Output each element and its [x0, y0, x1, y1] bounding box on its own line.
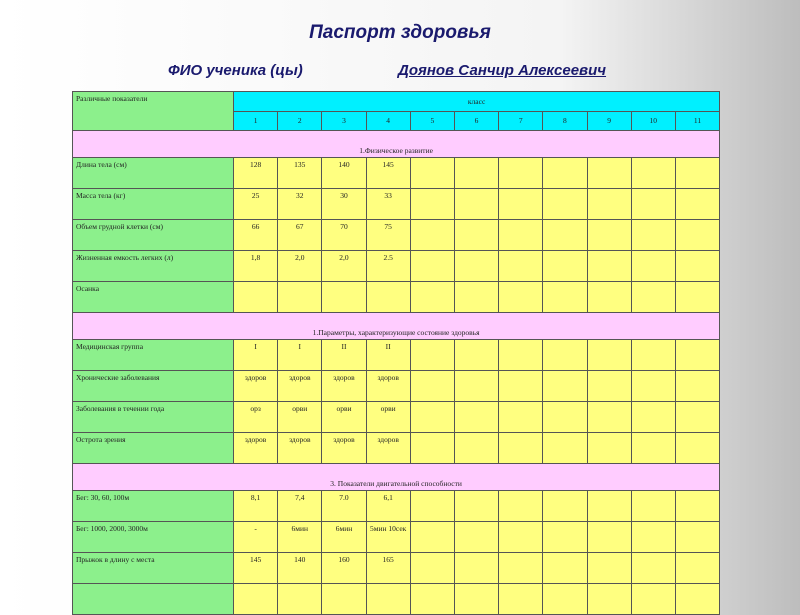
- value-cell: [675, 340, 719, 371]
- value-cell: [543, 371, 587, 402]
- value-cell: [631, 522, 675, 553]
- section-row: [73, 131, 720, 158]
- table-row: [73, 553, 720, 584]
- value-cell: здоров: [322, 433, 366, 464]
- value-cell: 128: [234, 158, 278, 189]
- value-cell: [587, 251, 631, 282]
- value-cell: [322, 282, 366, 313]
- value-cell: [454, 340, 498, 371]
- value-cell: [631, 220, 675, 251]
- value-cell: [543, 189, 587, 220]
- value-cell: 6мин: [322, 522, 366, 553]
- value-cell: здоров: [322, 371, 366, 402]
- value-cell: [675, 433, 719, 464]
- value-cell: [631, 371, 675, 402]
- value-cell: [675, 158, 719, 189]
- student-name: Доянов Санчир Алексеевич: [398, 62, 607, 79]
- value-cell: 8,1: [234, 491, 278, 522]
- value-cell: [366, 584, 410, 615]
- value-cell: [587, 402, 631, 433]
- value-cell: [499, 433, 543, 464]
- value-cell: орви: [278, 402, 322, 433]
- value-cell: [675, 251, 719, 282]
- value-cell: 135: [278, 158, 322, 189]
- value-cell: [587, 522, 631, 553]
- table-row: [73, 220, 720, 251]
- value-cell: [499, 158, 543, 189]
- value-cell: [366, 282, 410, 313]
- grade-cell: 11: [675, 111, 719, 131]
- value-cell: 2,0: [322, 251, 366, 282]
- value-cell: [410, 340, 454, 371]
- value-cell: 5мин 10сек: [366, 522, 410, 553]
- value-cell: [543, 158, 587, 189]
- value-cell: 32: [278, 189, 322, 220]
- value-cell: [675, 282, 719, 313]
- student-line: [168, 62, 606, 79]
- value-cell: [410, 189, 454, 220]
- value-cell: [543, 251, 587, 282]
- row-label: Объем грудной клетки (см): [73, 220, 234, 251]
- value-cell: [454, 402, 498, 433]
- value-cell: [499, 220, 543, 251]
- value-cell: [675, 553, 719, 584]
- value-cell: орз: [234, 402, 278, 433]
- row-label: Длина тела (см): [73, 158, 234, 189]
- table-row: [73, 491, 720, 522]
- value-cell: [410, 522, 454, 553]
- value-cell: [322, 584, 366, 615]
- value-cell: 160: [322, 553, 366, 584]
- grade-cell: 4: [366, 111, 410, 131]
- value-cell: [454, 522, 498, 553]
- value-cell: [543, 220, 587, 251]
- value-cell: [543, 553, 587, 584]
- value-cell: I: [234, 340, 278, 371]
- value-cell: [499, 522, 543, 553]
- value-cell: [587, 158, 631, 189]
- value-cell: [454, 371, 498, 402]
- value-cell: 6,1: [366, 491, 410, 522]
- value-cell: [675, 584, 719, 615]
- table-row: [73, 340, 720, 371]
- value-cell: здоров: [234, 433, 278, 464]
- value-cell: здоров: [278, 371, 322, 402]
- value-cell: [675, 522, 719, 553]
- value-cell: [454, 433, 498, 464]
- value-cell: II: [366, 340, 410, 371]
- grade-cell: 6: [454, 111, 498, 131]
- value-cell: здоров: [234, 371, 278, 402]
- value-cell: 140: [322, 158, 366, 189]
- value-cell: [499, 282, 543, 313]
- value-cell: [631, 158, 675, 189]
- table-row: [73, 402, 720, 433]
- value-cell: 33: [366, 189, 410, 220]
- value-cell: [454, 282, 498, 313]
- value-cell: [234, 282, 278, 313]
- value-cell: [587, 491, 631, 522]
- header-row: [73, 92, 720, 112]
- value-cell: [410, 402, 454, 433]
- table-row: [73, 433, 720, 464]
- row-label: Бег: 1000, 2000, 3000м: [73, 522, 234, 553]
- table-row: [73, 251, 720, 282]
- value-cell: 30: [322, 189, 366, 220]
- value-cell: [410, 584, 454, 615]
- table-row: [73, 522, 720, 553]
- value-cell: [631, 340, 675, 371]
- value-cell: [499, 189, 543, 220]
- value-cell: 145: [366, 158, 410, 189]
- value-cell: 7.0: [322, 491, 366, 522]
- student-label: ФИО ученика (цы): [168, 62, 303, 79]
- value-cell: 140: [278, 553, 322, 584]
- value-cell: 6мин: [278, 522, 322, 553]
- value-cell: [543, 433, 587, 464]
- value-cell: 2,0: [278, 251, 322, 282]
- value-cell: 1,8: [234, 251, 278, 282]
- value-cell: [675, 371, 719, 402]
- row-label: Прыжок в длину с места: [73, 553, 234, 584]
- value-cell: 25: [234, 189, 278, 220]
- value-cell: [587, 433, 631, 464]
- row-label: Жизненная емкость легких (л): [73, 251, 234, 282]
- value-cell: [631, 433, 675, 464]
- table-row: [73, 371, 720, 402]
- value-cell: [454, 189, 498, 220]
- grade-cell: 3: [322, 111, 366, 131]
- value-cell: [454, 158, 498, 189]
- table-row: [73, 584, 720, 615]
- value-cell: [675, 402, 719, 433]
- value-cell: [499, 553, 543, 584]
- value-cell: [631, 189, 675, 220]
- page-title: Паспорт здоровья: [309, 22, 491, 43]
- value-cell: [410, 553, 454, 584]
- value-cell: здоров: [366, 371, 410, 402]
- value-cell: [543, 491, 587, 522]
- value-cell: [454, 220, 498, 251]
- row-label: Медицинская группа: [73, 340, 234, 371]
- value-cell: [234, 584, 278, 615]
- value-cell: [410, 251, 454, 282]
- section-title: 1.Физическое развитие: [73, 131, 720, 158]
- section-row: [73, 313, 720, 340]
- value-cell: [454, 584, 498, 615]
- value-cell: [499, 584, 543, 615]
- value-cell: [543, 340, 587, 371]
- value-cell: 145: [234, 553, 278, 584]
- table-row: [73, 282, 720, 313]
- value-cell: 7,4: [278, 491, 322, 522]
- value-cell: [587, 371, 631, 402]
- row-label: Масса тела (кг): [73, 189, 234, 220]
- grade-cell: 2: [278, 111, 322, 131]
- value-cell: [631, 553, 675, 584]
- grade-cell: 10: [631, 111, 675, 131]
- value-cell: [631, 282, 675, 313]
- value-cell: [278, 584, 322, 615]
- value-cell: 66: [234, 220, 278, 251]
- value-cell: [499, 340, 543, 371]
- value-cell: [410, 220, 454, 251]
- value-cell: 67: [278, 220, 322, 251]
- grade-cell: 7: [499, 111, 543, 131]
- value-cell: здоров: [278, 433, 322, 464]
- value-cell: [543, 584, 587, 615]
- value-cell: орви: [366, 402, 410, 433]
- class-header: класс: [234, 92, 720, 112]
- value-cell: [499, 251, 543, 282]
- value-cell: [675, 220, 719, 251]
- value-cell: [631, 402, 675, 433]
- value-cell: [454, 491, 498, 522]
- row-label: Заболевания в течении года: [73, 402, 234, 433]
- value-cell: [543, 402, 587, 433]
- grade-cell: 9: [587, 111, 631, 131]
- value-cell: 70: [322, 220, 366, 251]
- value-cell: [410, 282, 454, 313]
- value-cell: [499, 491, 543, 522]
- value-cell: [587, 189, 631, 220]
- value-cell: [631, 251, 675, 282]
- value-cell: [675, 189, 719, 220]
- value-cell: [675, 491, 719, 522]
- indicators-header: Различные показатели: [73, 92, 234, 131]
- value-cell: [543, 282, 587, 313]
- grade-cell: 8: [543, 111, 587, 131]
- section-title: 3. Показатели двигательной способности: [73, 464, 720, 491]
- value-cell: I: [278, 340, 322, 371]
- row-label: Хронические заболевания: [73, 371, 234, 402]
- value-cell: [410, 371, 454, 402]
- value-cell: 2.5: [366, 251, 410, 282]
- value-cell: [454, 553, 498, 584]
- value-cell: 165: [366, 553, 410, 584]
- value-cell: [587, 584, 631, 615]
- value-cell: орви: [322, 402, 366, 433]
- value-cell: [410, 158, 454, 189]
- value-cell: -: [234, 522, 278, 553]
- value-cell: [587, 282, 631, 313]
- section-title: 1.Параметры, характеризующие состояние здоровья: [73, 313, 720, 340]
- table-row: [73, 158, 720, 189]
- value-cell: [587, 553, 631, 584]
- value-cell: [499, 402, 543, 433]
- value-cell: [410, 491, 454, 522]
- grade-cell: 1: [234, 111, 278, 131]
- health-passport-table: [72, 91, 720, 615]
- value-cell: [587, 220, 631, 251]
- value-cell: [454, 251, 498, 282]
- value-cell: [499, 371, 543, 402]
- value-cell: [631, 491, 675, 522]
- value-cell: II: [322, 340, 366, 371]
- value-cell: [278, 282, 322, 313]
- table-row: [73, 189, 720, 220]
- value-cell: [631, 584, 675, 615]
- value-cell: [410, 433, 454, 464]
- grade-cell: 5: [410, 111, 454, 131]
- row-label: Бег: 30, 60, 100м: [73, 491, 234, 522]
- row-label: [73, 584, 234, 615]
- row-label: Осанка: [73, 282, 234, 313]
- value-cell: здоров: [366, 433, 410, 464]
- value-cell: [543, 522, 587, 553]
- value-cell: [587, 340, 631, 371]
- value-cell: 75: [366, 220, 410, 251]
- section-row: [73, 464, 720, 491]
- row-label: Острота зрения: [73, 433, 234, 464]
